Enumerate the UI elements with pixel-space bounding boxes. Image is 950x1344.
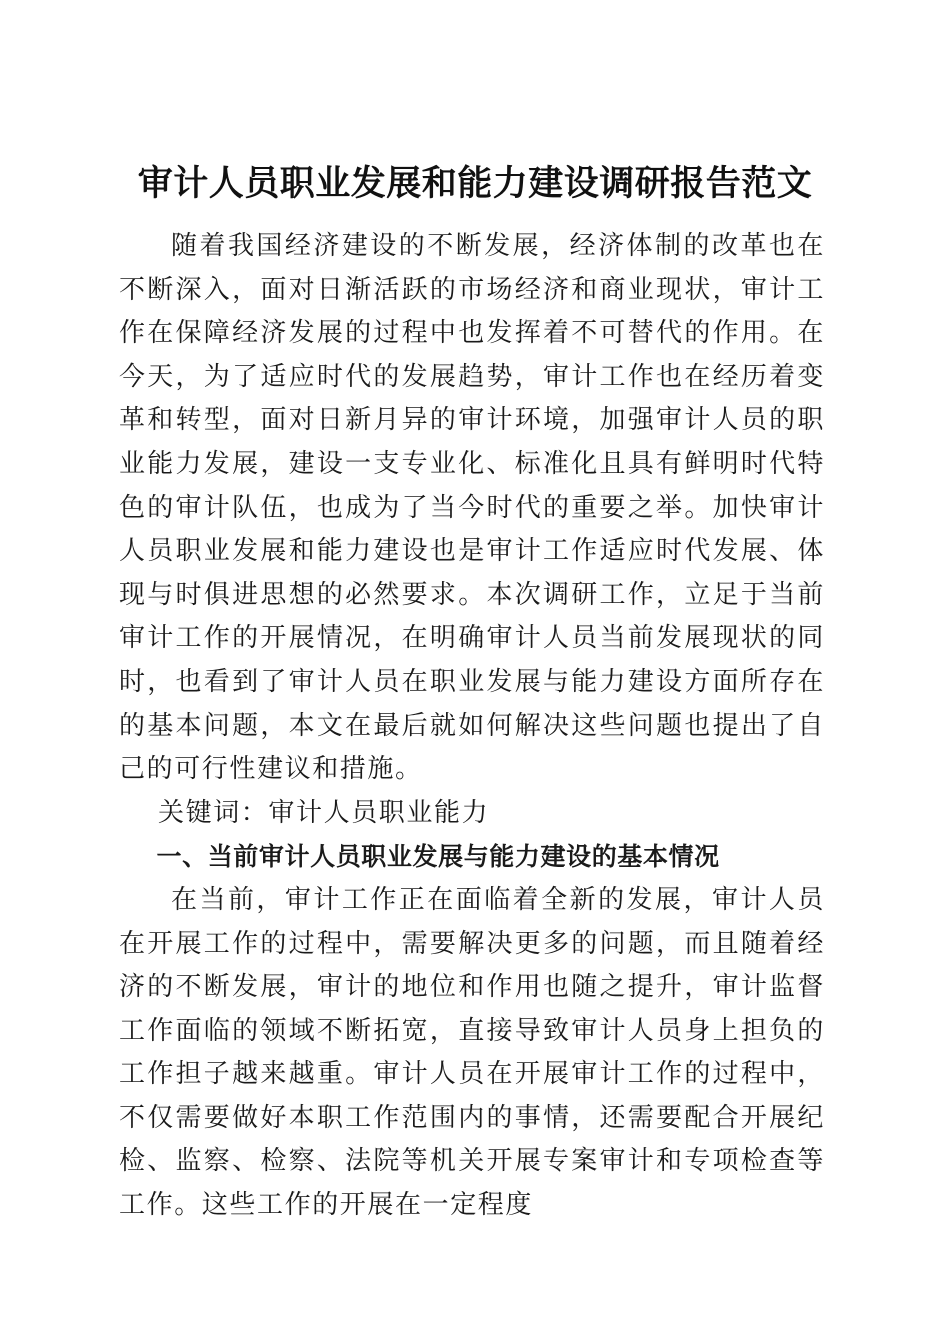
section-heading: 一、当前审计人员职业发展与能力建设的基本情况 — [156, 842, 720, 872]
keywords-line: 关键词：审计人员职业能力 — [158, 797, 490, 828]
document-body — [119, 225, 825, 1228]
document-title: 审计人员职业发展和能力建设调研报告范文 — [137, 163, 813, 205]
section-paragraph: 在当前，审计工作正在面临着全新的发展，审计人员在开展工作的过程中，需要解决更多的问题，而且随着经济的不断发展，审计的地位和作用也随之提升，审计监督工作面临的领域不断拓宽，直接导致审计人员身上担负的工作担子越来越重。审计人员在开展审计工作的过程中，不仅需要做好本职工作范围内的事情，还需要配合开展纪检、监察、检察、法院等机关开展专案审计和专项检查等工作。这些工作的开展在一定程度 — [119, 884, 825, 1221]
intro-paragraph: 随着我国经济建设的不断发展，经济体制的改革也在不断深入，面对日渐活跃的市场经济和商业现状，审计工作在保障经济发展的过程中也发挥着不可替代的作用。在今天，为了适应时代的发展趋势，审计工作也在经历着变革和转型，面对日新月异的审计环境，加强审计人员的职业能力发展，建设一支专业化、标准化且具有鲜明时代特色的审计队伍，也成为了当今时代的重要之举。加快审计人员职业发展和能力建设也是审计工作适应时代发展、体现与时俱进思想的必然要求。本次调研工作，立足于当前审计工作的开展情况，在明确审计人员当前发展现状的同时，也看到了审计人员在职业发展与能力建设方面所存在的基本问题，本文在最后就如何解决这些问题也提出了自己的可行性建议和措施。 — [119, 231, 825, 785]
